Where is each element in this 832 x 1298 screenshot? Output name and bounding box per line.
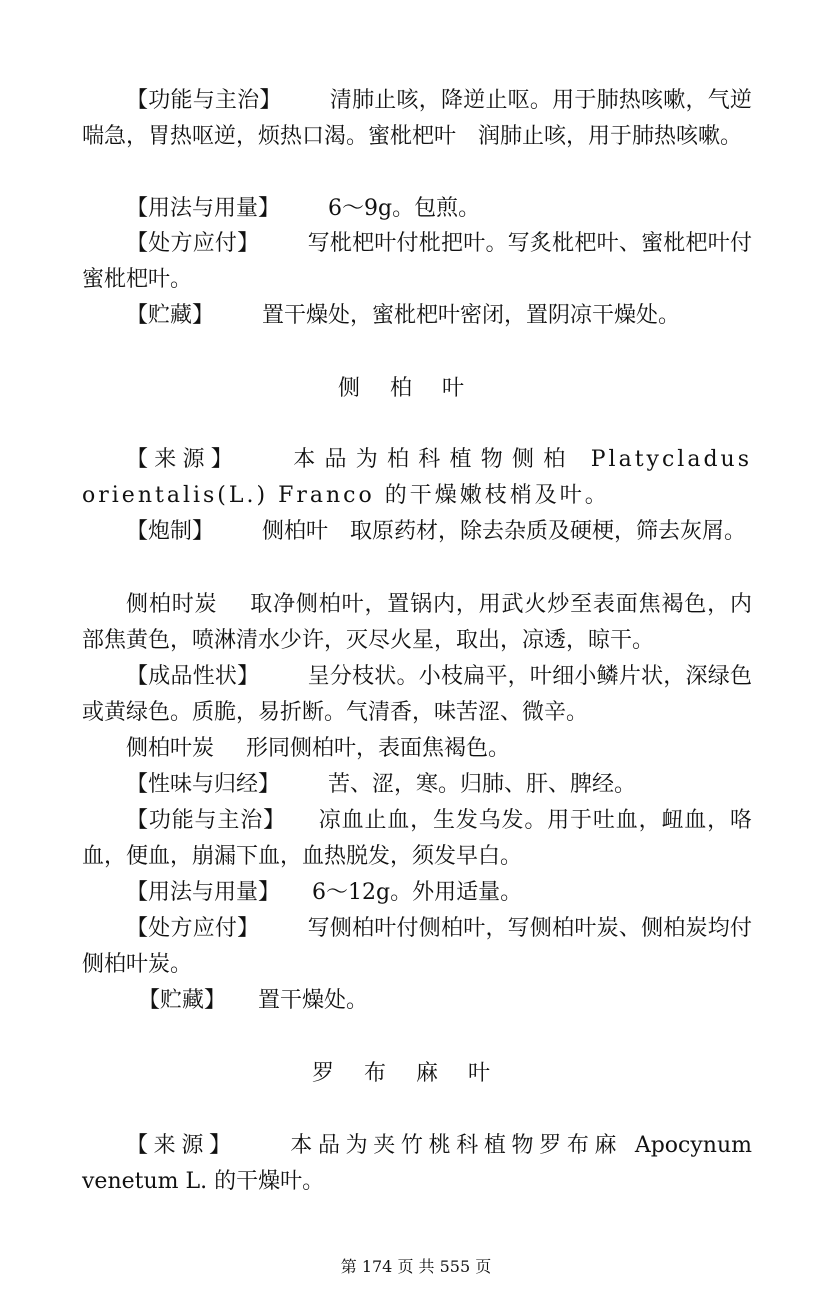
section-text: 置干燥处，蜜枇杷叶密闭，置阴凉干燥处。: [262, 303, 681, 328]
section-text: 清肺止咳，降逆止呕。用于肺热咳嗽，气逆喘急，胃热呕逆，烦热口渴。蜜枇杷叶 润肺止咳，用于肺热咳嗽。: [82, 88, 752, 149]
section-text: 6～9g。包煎。: [328, 196, 481, 221]
paragraph-source-cebaiye: [82, 442, 752, 513]
section-label: 【功能与主治】: [126, 808, 286, 833]
paragraph-source-luobumaye: [82, 1128, 752, 1199]
paragraph-prescription-pipa: [82, 226, 752, 297]
section-label: 【贮藏】: [126, 303, 215, 328]
heading-luobumaye: 罗布麻叶: [311, 1061, 520, 1086]
section-text: 本品为夹竹桃科植物罗布麻 Apocynum venetum L. 的干燥叶。: [82, 1133, 752, 1194]
section-text: 6～12g。外用适量。: [312, 880, 523, 905]
page-footer: 第 174 页 共 555 页: [340, 1257, 492, 1276]
paragraph-dosage-pipa: [82, 191, 752, 227]
section-label: 【来源】: [126, 447, 240, 472]
heading-cebaiye: 侧柏叶: [337, 376, 494, 401]
section-label: 侧柏时炭: [126, 592, 218, 617]
paragraph-dosage-cebaiye: [82, 875, 752, 911]
paragraph-nature-meridian: [82, 767, 752, 803]
paragraph-storage-cebaiye: [82, 983, 752, 1019]
section-text: 侧柏叶 取原药材，除去杂质及硬梗，筛去灰屑。: [262, 519, 747, 544]
section-label: 【炮制】: [126, 519, 215, 544]
section-label: 【用法与用量】: [126, 880, 281, 905]
paragraph-processing-cebaiye: [82, 514, 752, 550]
paragraph-function-indication-pipa: [82, 83, 752, 154]
section-label: 【功能与主治】: [126, 88, 282, 113]
section-text: 苦、涩，寒。归肺、肝、脾经。: [328, 772, 637, 797]
section-text: 形同侧柏叶，表面焦褐色。: [246, 736, 511, 761]
paragraph-product-characteristics: [82, 659, 752, 730]
section-text: 写枇杷叶付枇把叶。写炙枇杷叶、蜜枇杷叶付蜜枇杷叶。: [82, 231, 752, 292]
section-text: 呈分枝状。小枝扁平，叶细小鳞片状，深绿色或黄绿色。质脆，易折断。气清香，味苦涩、微辛。: [82, 664, 752, 725]
section-label: 【成品性状】: [126, 664, 260, 689]
section-text: 取净侧柏叶，置锅内，用武火炒至表面焦褐色，内部焦黄色，喷淋清水少许，灭尽火星，取出，凉透，晾干。: [82, 592, 752, 653]
paragraph-cebaiye-charcoal: [82, 731, 752, 767]
paragraph-cebai-charcoal: [82, 587, 752, 658]
section-label: 【来源】: [126, 1133, 237, 1158]
section-label: 【性味与归经】: [126, 772, 281, 797]
section-label: 侧柏叶炭: [126, 736, 215, 761]
paragraph-prescription-cebaiye: [82, 911, 752, 982]
section-text: 置干燥处。: [258, 988, 369, 1013]
section-text: 凉血止血，生发乌发。用于吐血，衄血，咯血，便血，崩漏下血，血热脱发，须发早白。: [82, 808, 752, 869]
section-label: 【用法与用量】: [126, 196, 281, 221]
section-label: 【处方应付】: [126, 916, 260, 941]
paragraph-function-indication-cebaiye: [82, 803, 752, 874]
section-label: 【处方应付】: [126, 231, 260, 256]
section-text: 写侧柏叶付侧柏叶，写侧柏叶炭、侧柏炭均付侧柏叶炭。: [82, 916, 752, 977]
section-text: 本品为柏科植物侧柏 Platycladus orientalis(L.) Franco 的干燥嫩枝梢及叶。: [82, 447, 752, 508]
paragraph-storage-pipa: [82, 298, 752, 334]
section-label: 【贮藏】: [138, 988, 227, 1013]
